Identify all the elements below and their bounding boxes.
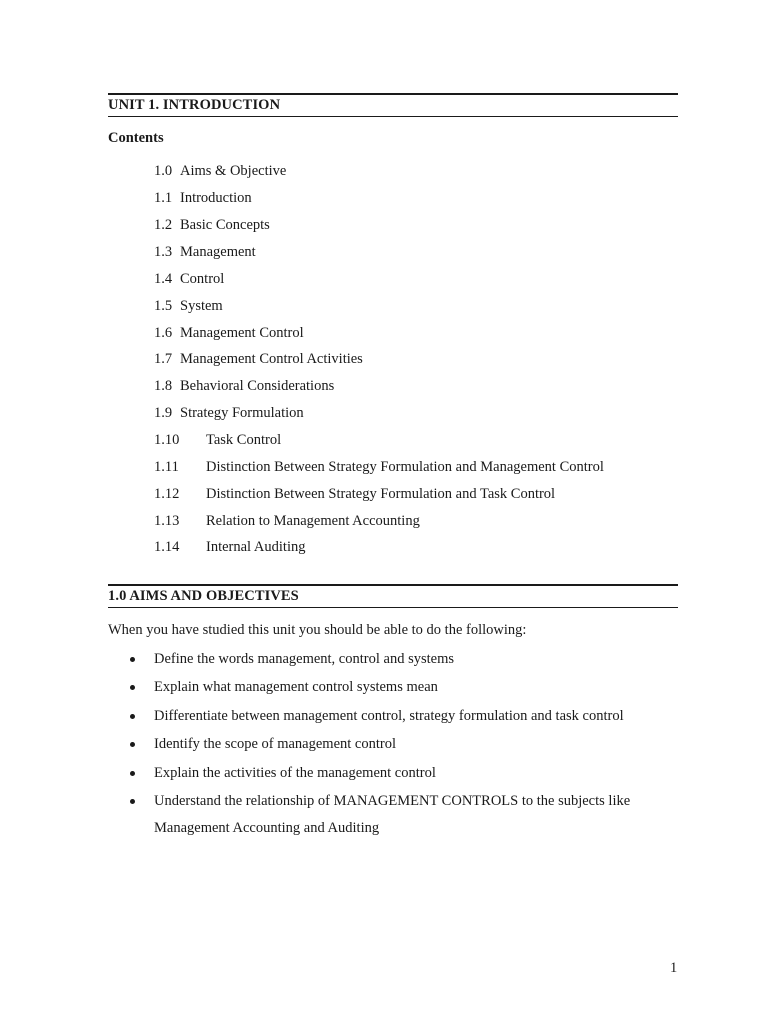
bullet-icon xyxy=(130,742,135,747)
toc-item: 1.10 Task Control xyxy=(154,432,282,448)
bullet-icon xyxy=(130,685,135,690)
unit-heading: UNIT 1. INTRODUCTION xyxy=(108,97,281,113)
list-item-continuation: Management Accounting and Auditing xyxy=(154,820,380,836)
toc-item: 1.13 Relation to Management Accounting xyxy=(154,513,420,529)
toc-item: 1.4 Control xyxy=(154,271,225,287)
bullet-icon xyxy=(130,657,135,662)
contents-label: Contents xyxy=(108,130,164,146)
bullet-icon xyxy=(130,799,135,804)
toc-item: 1.3 Management xyxy=(154,244,256,260)
toc-item: 1.12 Distinction Between Strategy Formulation and Task Control xyxy=(154,486,556,502)
toc-item: 1.5 System xyxy=(154,298,223,314)
toc-item: 1.7 Management Control Activities xyxy=(154,351,363,367)
document-page: UNIT 1. INTRODUCTION Contents 1.0 Aims & Objective 1.1 Introduction 1.2 Basic Concepts 1.3 Management 1.4 Control 1.5 System 1.6 Management Control 1.7 Management Control Activities 1.8 Behavioral Considerations 1.9 Strategy Formulation 1.10 Task Control 1.11 Distinction Between Strategy Formulation and Management Control 1.12 Distinction Between Strategy Formulation and Task Control 1.13 Relation to Management Accounting 1.14 Internal Auditing 1.0 AIMS AND OBJECTIVES When you have studied this unit you should be able to do the following: Define the words management, control and systems Explain what management control systems mean Differentiate between management control, strategy formulation and task control Identify the scope of management control Explain the activities of the management control Understand the relationship of MANAGEMENT CONTROLS to the subjects like Management Accounting and Auditing 1 xyxy=(0,0,768,1024)
toc-item: 1.14 Internal Auditing xyxy=(154,539,306,555)
toc-item: 1.8 Behavioral Considerations xyxy=(154,378,335,394)
page-number: 1 xyxy=(670,960,678,976)
toc-item: 1.9 Strategy Formulation xyxy=(154,405,304,421)
section-heading: 1.0 AIMS AND OBJECTIVES xyxy=(108,588,299,604)
bullet-icon xyxy=(130,714,135,719)
toc-item: 1.2 Basic Concepts xyxy=(154,217,270,233)
objectives-intro: When you have studied this unit you should be able to do the following: xyxy=(108,622,527,638)
toc-item: 1.11 Distinction Between Strategy Formulation and Management Control xyxy=(154,459,604,475)
toc-item: 1.0 Aims & Objective xyxy=(154,163,287,179)
toc-item: 1.1 Introduction xyxy=(154,190,252,206)
bullet-icon xyxy=(130,771,135,776)
toc-item: 1.6 Management Control xyxy=(154,325,304,341)
